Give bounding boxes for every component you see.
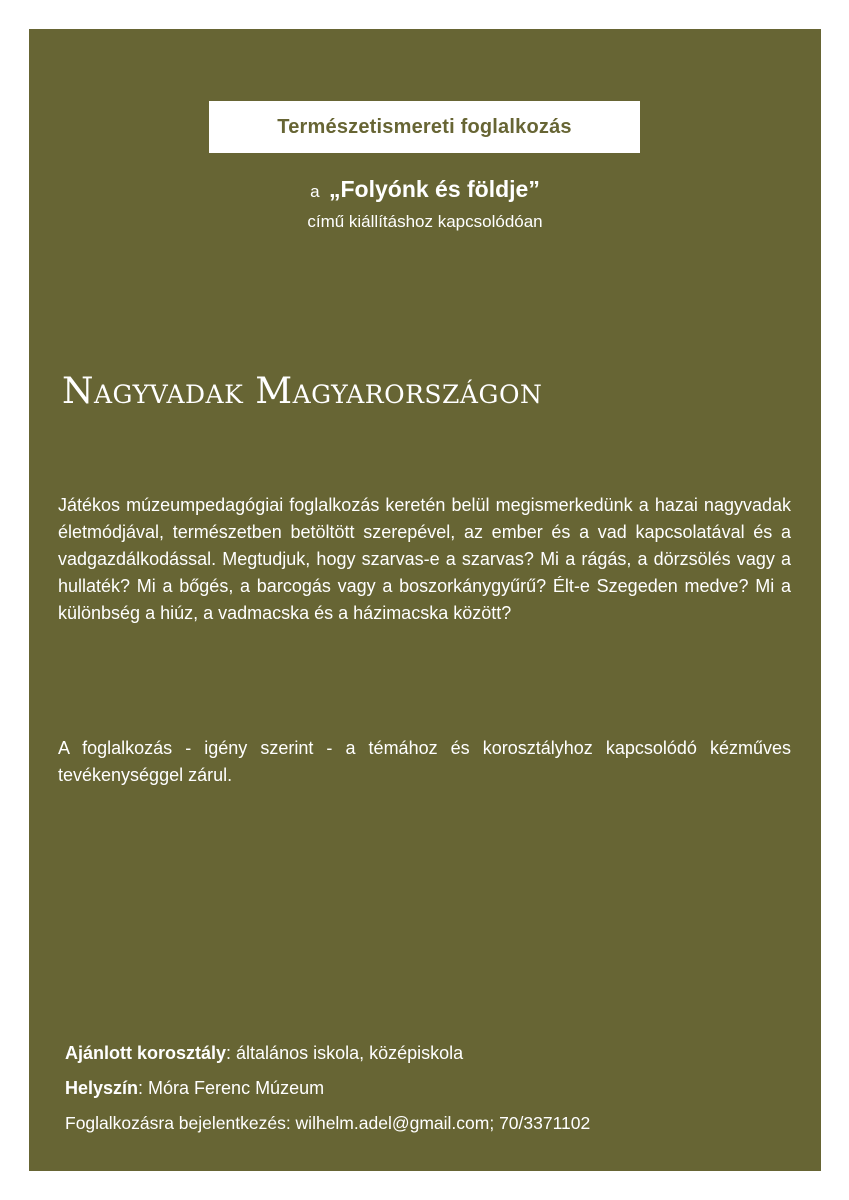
closing-paragraph: A foglalkozás - igény szerint - a témához és korosztályhoz kapcsolódó kézműves tevékenységgel zárul. <box>58 738 791 785</box>
program-type-badge <box>209 101 640 153</box>
poster-panel <box>29 29 821 1171</box>
exhibit-name: „Folyónk és földje” <box>328 176 540 202</box>
program-type-label: Természetismereti foglalkozás <box>277 115 572 138</box>
description-paragraph: Játékos múzeumpedagógiai foglalkozás keretén belül megismerkedünk a hazai nagyvadak életmódjával, természetben betöltött szerepével, az ember és a vad kapcsolatával és a vadgazdálkodással. Megtudjuk, hogy szarvas-e a szarvas? Mi a rágás, a dörzsölés vagy a hullaték? Mi a bőgés, a barcogás vagy a boszorkánygyűrű? Élt-e Szegeden medve? Mi a különbség a hiúz, a vadmacska és a házimacska között? <box>58 495 791 623</box>
venue-line <box>65 1076 805 1100</box>
age-group-value: : általános iskola, középiskola <box>226 1043 464 1063</box>
exhibit-name-line <box>29 175 821 206</box>
age-group-line <box>65 1041 805 1065</box>
page-title: Nagyvadak Magyarországon <box>62 371 543 412</box>
age-group-label: Ajánlott korosztály <box>65 1043 227 1063</box>
venue-value: : Móra Ferenc Múzeum <box>138 1078 325 1098</box>
exhibit-prefix: a <box>310 182 320 201</box>
registration-contact: Foglalkozásra bejelentkezés: wilhelm.adel@gmail.com; 70/3371102 <box>65 1113 591 1133</box>
exhibit-subtitle: című kiállításhoz kapcsolódóan <box>307 212 543 231</box>
venue-label: Helyszín <box>65 1078 139 1098</box>
